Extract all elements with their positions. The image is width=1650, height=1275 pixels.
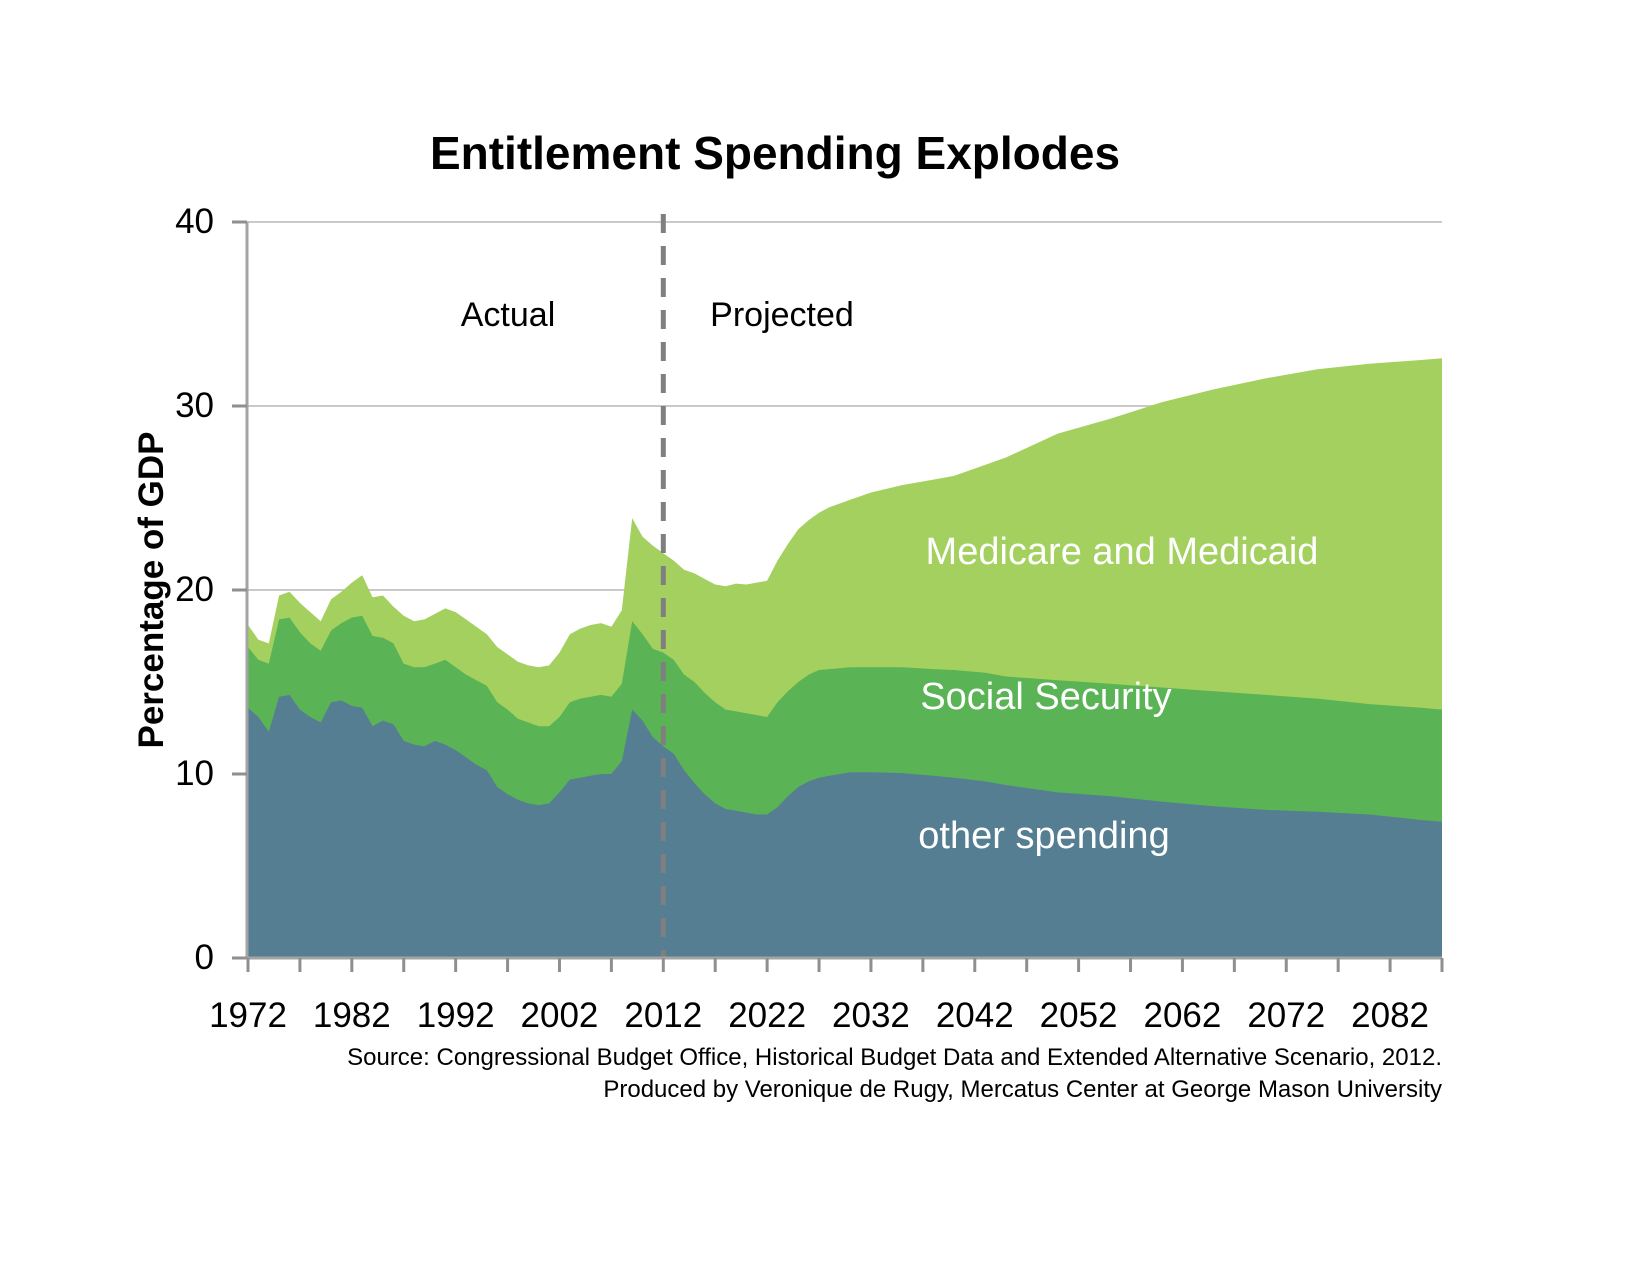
x-tick-label: 1972 xyxy=(209,996,287,1035)
x-tick-label: 1992 xyxy=(416,996,495,1035)
x-tick-label: 2022 xyxy=(728,996,807,1035)
y-tick-label: 0 xyxy=(194,938,214,977)
x-tick-label: 2082 xyxy=(1351,996,1430,1035)
source-attribution-line-1: Source: Congressional Budget Office, Historical Budget Data and Extended Alternative Scenario, 2012. xyxy=(347,1044,1442,1071)
series-label-medicare-medicaid: Medicare and Medicaid xyxy=(925,531,1319,573)
series-label-social-security: Social Security xyxy=(920,676,1172,718)
source-attribution-line-2: Produced by Veronique de Rugy, Mercatus Center at George Mason University xyxy=(603,1076,1442,1103)
chart-title: Entitlement Spending Explodes xyxy=(429,127,1121,179)
x-tick-label: 2052 xyxy=(1039,996,1118,1035)
x-tick-label: 1982 xyxy=(312,996,391,1035)
y-tick-label: 10 xyxy=(175,754,214,793)
y-tick-label: 20 xyxy=(175,570,214,609)
series-label-other-spending: other spending xyxy=(918,815,1170,857)
x-tick-label: 2072 xyxy=(1247,996,1326,1035)
x-tick-label: 2002 xyxy=(520,996,599,1035)
y-axis-title-text: Percentage of GDP xyxy=(132,431,171,749)
x-tick-label: 2032 xyxy=(832,996,910,1035)
y-tick-label: 30 xyxy=(175,386,214,425)
y-tick-label: 40 xyxy=(175,202,214,241)
x-tick-label: 2012 xyxy=(624,996,703,1035)
annotation-projected: Projected xyxy=(710,296,854,334)
x-tick-label: 2042 xyxy=(935,996,1014,1035)
x-tick-label: 2062 xyxy=(1143,996,1222,1035)
annotation-actual: Actual xyxy=(460,296,556,334)
